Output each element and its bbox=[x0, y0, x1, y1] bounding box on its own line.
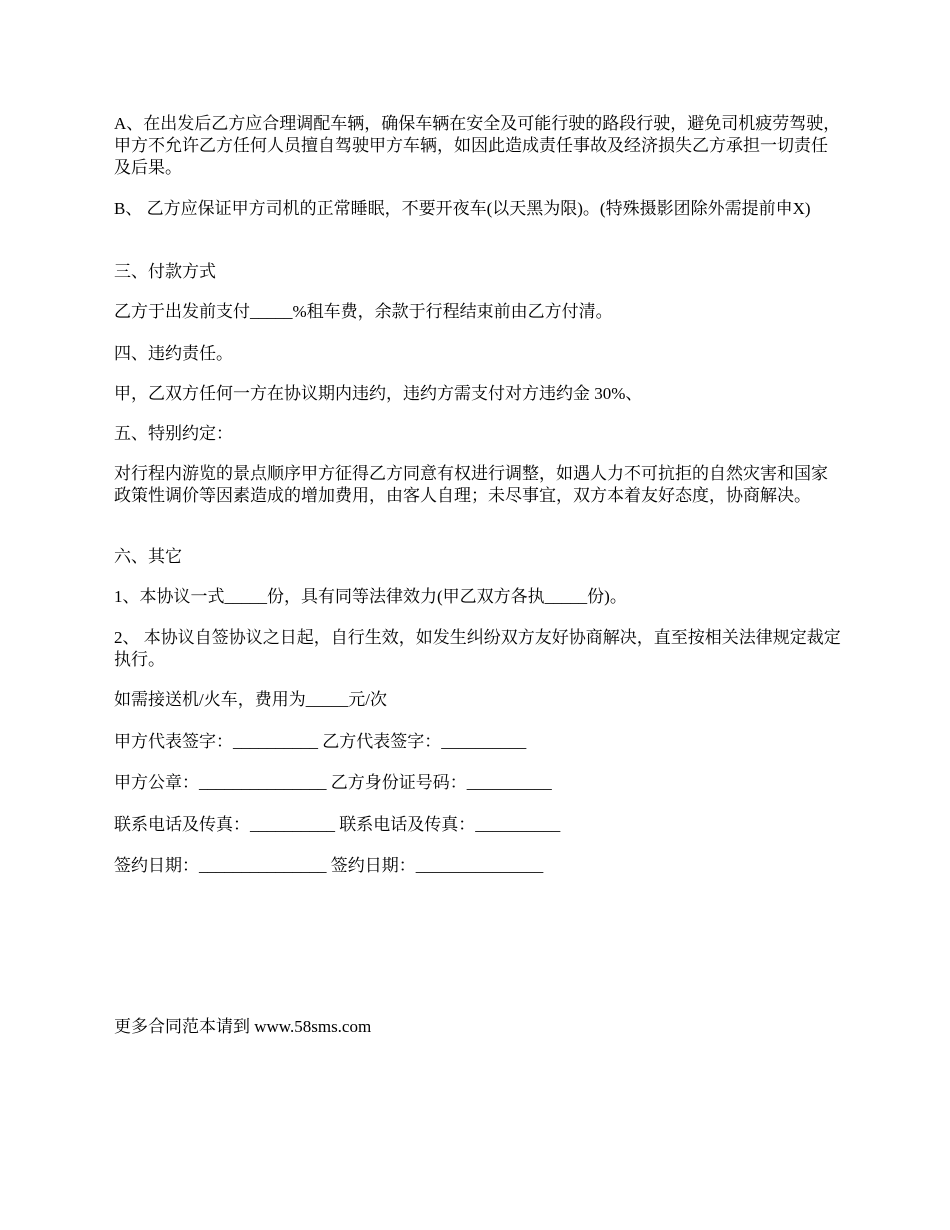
section-4-text: 甲，乙双方任何一方在协议期内违约，违约方需支付对方违约金 30%、 bbox=[114, 384, 643, 403]
signature-line: 甲方代表签字：__________ 乙方代表签字：__________ bbox=[114, 732, 527, 751]
clause-a: A、在出发后乙方应合理调配车辆，确保车辆在安全及可能行驶的路段行驶，避免司机疲劳驾驶，甲方不允许乙方任何人员擅自驾驶甲方车辆，如因此造成责任事故及经济损失乙方承担一切责任及后果。 bbox=[114, 114, 841, 177]
footer-link: 更多合同范本请到 www.58sms.com bbox=[114, 1017, 372, 1036]
section-4-heading: 四、违约责任。 bbox=[114, 344, 233, 363]
section-5-heading: 五、特别约定： bbox=[114, 424, 233, 443]
clause-b: B、 乙方应保证甲方司机的正常睡眠，不要开夜车(以天黑为限)。(特殊摄影团除外需提前申X) bbox=[114, 199, 811, 218]
date-line: 签约日期：_______________ 签约日期：_______________ bbox=[114, 856, 544, 875]
section-6-item-2: 2、 本协议自签协议之日起，自行生效，如发生纠纷双方友好协商解决，直至按相关法律规定裁定执行。 bbox=[114, 628, 841, 669]
contact-line: 联系电话及传真：__________ 联系电话及传真：__________ bbox=[114, 815, 561, 834]
section-6-heading: 六、其它 bbox=[114, 547, 182, 566]
transfer-fee-line: 如需接送机/火车，费用为_____元/次 bbox=[114, 690, 387, 709]
section-5-text: 对行程内游览的景点顺序甲方征得乙方同意有权进行调整，如遇人力不可抗拒的自然灾害和国家政策性调价等因素造成的增加费用，由客人自理；未尽事宜，双方本着友好态度，协商解决。 bbox=[114, 464, 828, 505]
seal-id-line: 甲方公章：_______________ 乙方身份证号码：__________ bbox=[114, 773, 552, 792]
section-3-heading: 三、付款方式 bbox=[114, 262, 216, 281]
section-3-text: 乙方于出发前支付_____%租车费，余款于行程结束前由乙方付清。 bbox=[114, 302, 613, 321]
section-6-item-1: 1、本协议一式_____份，具有同等法律效力(甲乙双方各执_____份)。 bbox=[114, 587, 627, 606]
